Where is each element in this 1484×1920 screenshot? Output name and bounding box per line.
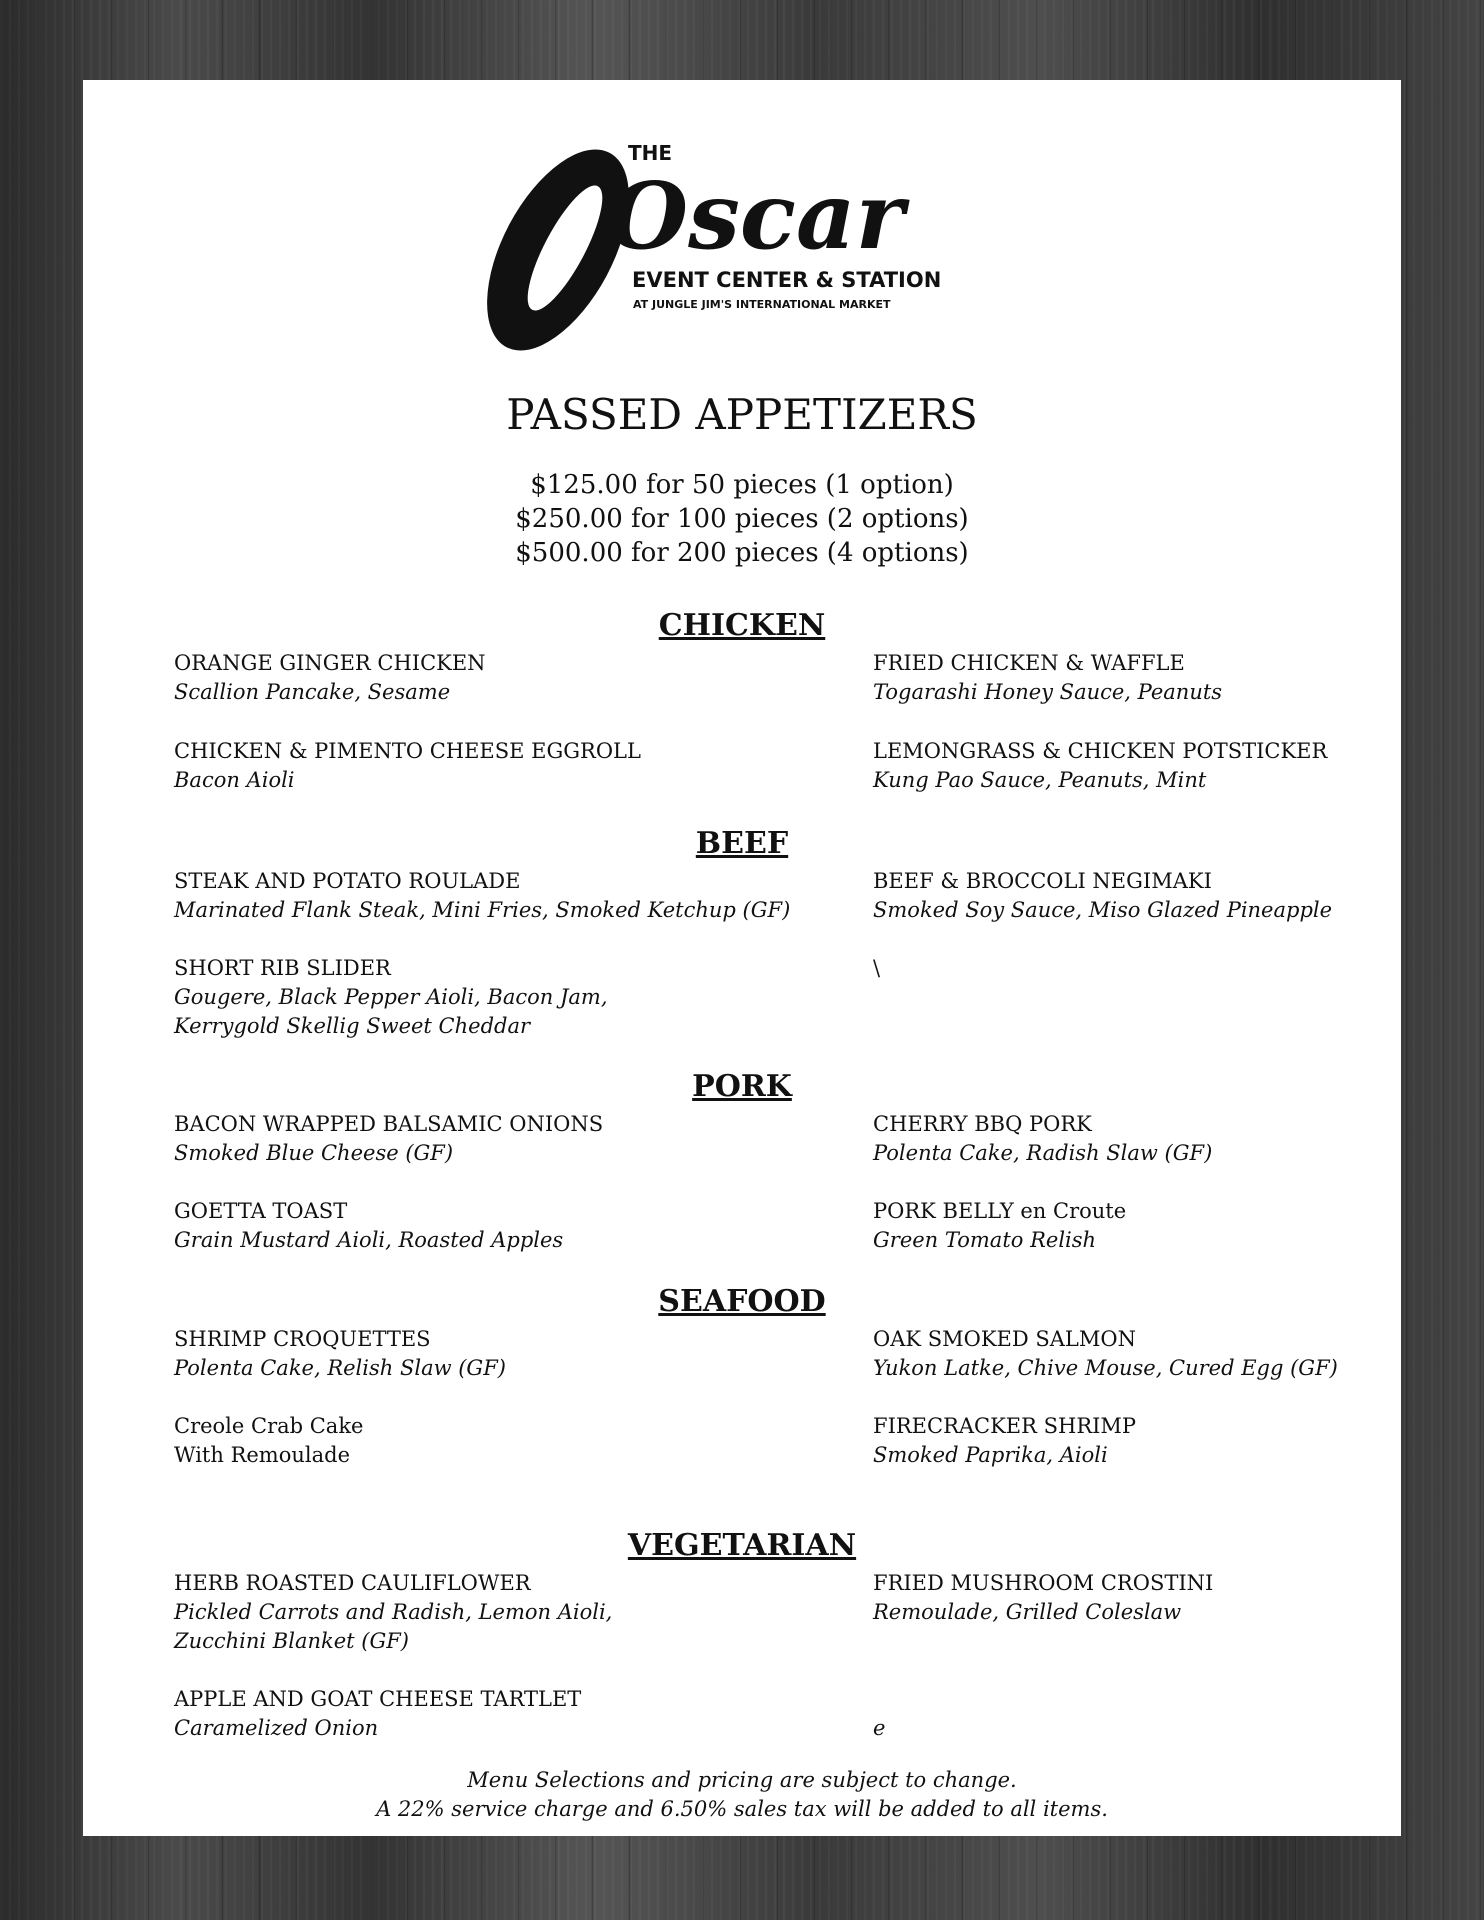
item-desc: With Remoulade (174, 1443, 350, 1467)
menu-item (174, 1197, 794, 1255)
item-desc: Yukon Latke, Chive Mouse, Cured Egg (GF) (873, 1356, 1338, 1380)
item-name: BEEF & BROCCOLI NEGIMAKI (873, 869, 1212, 893)
menu-item (873, 1110, 1484, 1168)
menu-page (83, 80, 1401, 1836)
item-desc: Gougere, Black Pepper Aioli, Bacon Jam, (174, 985, 608, 1009)
item-desc: Zucchini Blanket (GF) (174, 1629, 409, 1653)
item-desc: Smoked Blue Cheese (GF) (174, 1141, 454, 1165)
logo-line1: EVENT CENTER & STATION (632, 268, 942, 292)
item-name: FIRECRACKER SHRIMP (873, 1414, 1137, 1438)
item-desc: Pickled Carrots and Radish, Lemon Aioli, (174, 1600, 613, 1624)
menu-item (873, 737, 1484, 795)
menu-item (174, 649, 794, 707)
menu-item (174, 1110, 794, 1168)
item-name: BACON WRAPPED BALSAMIC ONIONS (174, 1112, 604, 1136)
item-name: FRIED MUSHROOM CROSTINI (873, 1571, 1214, 1595)
logo-the: THE (628, 141, 673, 165)
menu-item (174, 867, 794, 925)
menu-item (873, 1569, 1484, 1627)
logo-line2: AT JUNGLE JIM'S INTERNATIONAL MARKET (633, 298, 891, 311)
item-desc: Scallion Pancake, Sesame (174, 680, 451, 704)
item-desc: Polenta Cake, Relish Slaw (GF) (174, 1356, 506, 1380)
item-desc: Smoked Paprika, Aioli (873, 1443, 1108, 1467)
footer-notes (83, 1766, 1401, 1824)
item-name: SHORT RIB SLIDER (174, 956, 391, 980)
item-name: FRIED CHICKEN & WAFFLE (873, 651, 1185, 675)
item-name: CHICKEN & PIMENTO CHEESE EGGROLL (174, 739, 641, 763)
item-desc: Kerrygold Skellig Sweet Cheddar (174, 1014, 531, 1038)
oscar-logo (83, 80, 1401, 380)
menu-item (174, 1325, 794, 1383)
menu-item (174, 954, 794, 1041)
price-line: $125.00 for 50 pieces (1 option) (530, 470, 954, 500)
menu-item (873, 1325, 1484, 1383)
pricing-block (83, 468, 1401, 570)
menu-item (873, 867, 1484, 925)
menu-item (174, 1685, 794, 1743)
footer-line: Menu Selections and pricing are subject to change. (467, 1768, 1017, 1792)
item-desc: e (873, 1716, 886, 1740)
item-desc: Grain Mustard Aioli, Roasted Apples (174, 1228, 564, 1252)
menu-item (873, 649, 1484, 707)
menu-item (174, 1412, 794, 1470)
item-desc: Polenta Cake, Radish Slaw (GF) (873, 1141, 1213, 1165)
price-line: $250.00 for 100 pieces (2 options) (515, 504, 969, 534)
section-heading-chicken: CHICKEN (658, 608, 826, 643)
item-name: ORANGE GINGER CHICKEN (174, 651, 486, 675)
item-name: HERB ROASTED CAULIFLOWER (174, 1571, 531, 1595)
section-heading-vegetarian: VEGETARIAN (627, 1528, 857, 1563)
item-name: Creole Crab Cake (174, 1414, 364, 1438)
item-desc: Togarashi Honey Sauce, Peanuts (873, 680, 1223, 704)
price-line: $500.00 for 200 pieces (4 options) (515, 538, 969, 568)
item-name: OAK SMOKED SALMON (873, 1327, 1136, 1351)
page-title: PASSED APPETIZERS (506, 390, 978, 439)
menu-item (873, 1197, 1484, 1255)
item-name: LEMONGRASS & CHICKEN POTSTICKER (873, 739, 1328, 763)
menu-item (174, 737, 794, 795)
menu-item (873, 1412, 1484, 1470)
item-name: GOETTA TOAST (174, 1199, 348, 1223)
footer-line: A 22% service charge and 6.50% sales tax will be added to all items. (376, 1797, 1108, 1821)
item-desc: Remoulade, Grilled Coleslaw (873, 1600, 1182, 1624)
section-heading-beef: BEEF (695, 826, 789, 861)
menu-item (174, 1569, 794, 1656)
item-desc: Marinated Flank Steak, Mini Fries, Smoked Ketchup (GF) (174, 898, 791, 922)
item-name: APPLE AND GOAT CHEESE TARTLET (174, 1687, 582, 1711)
item-name: \ (873, 956, 881, 980)
menu-item (873, 1714, 1484, 1743)
menu-item (873, 954, 1484, 983)
item-desc: Bacon Aioli (174, 768, 295, 792)
item-desc: Caramelized Onion (174, 1716, 379, 1740)
item-name: STEAK AND POTATO ROULADE (174, 869, 521, 893)
item-name: CHERRY BBQ PORK (873, 1112, 1092, 1136)
section-heading-seafood: SEAFOOD (658, 1284, 826, 1319)
item-desc: Green Tomato Relish (873, 1228, 1097, 1252)
item-desc: Kung Pao Sauce, Peanuts, Mint (873, 768, 1207, 792)
logo-script: Oscar (608, 162, 905, 270)
item-name: PORK BELLY en Croute (873, 1199, 1127, 1223)
section-heading-pork: PORK (692, 1069, 792, 1104)
item-name: SHRIMP CROQUETTES (174, 1327, 431, 1351)
item-desc: Smoked Soy Sauce, Miso Glazed Pineapple (873, 898, 1333, 922)
